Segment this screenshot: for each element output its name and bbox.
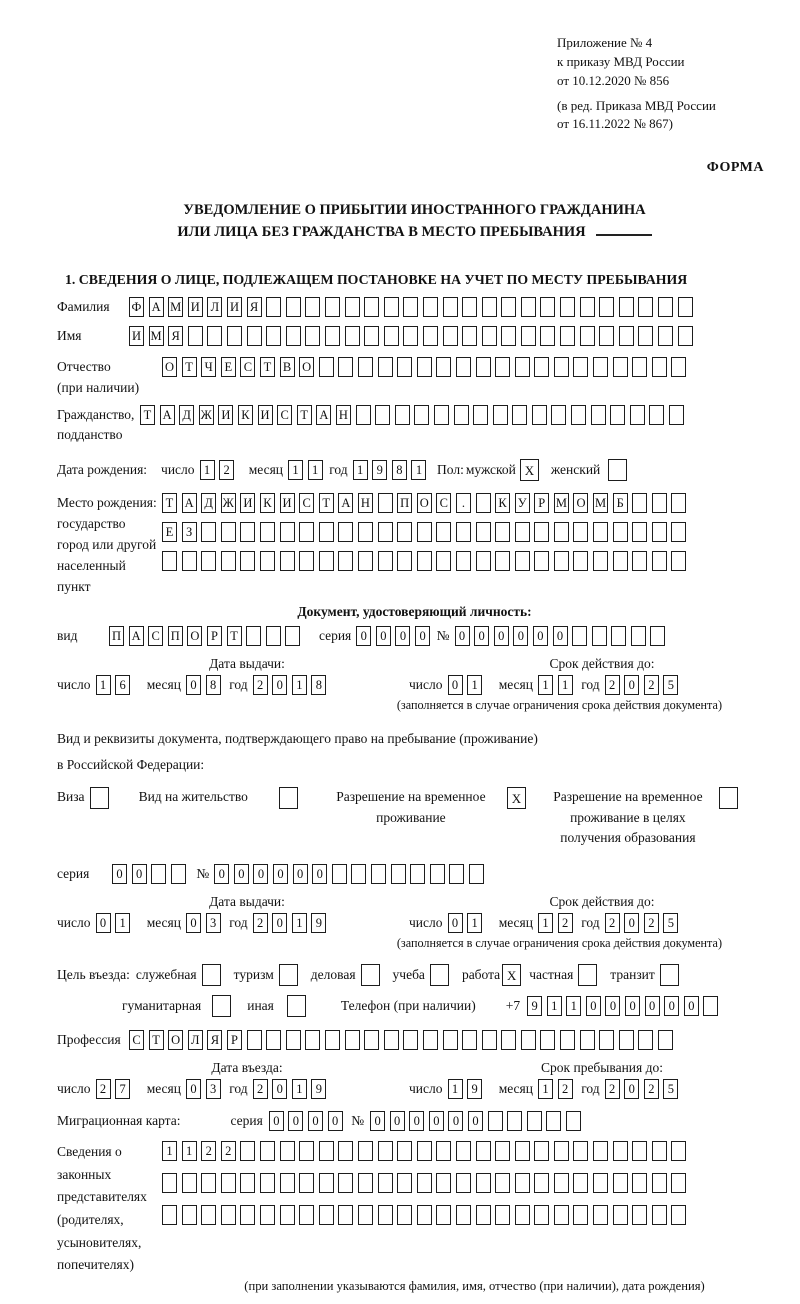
purpose-tourism: туризм <box>234 964 298 986</box>
birth-year-label: год <box>329 462 348 478</box>
residence-permit-checkbox[interactable] <box>274 787 298 809</box>
profession-input[interactable]: С Т О Л Я Р <box>129 1030 678 1050</box>
residence-doc-intro: Вид и реквизиты документа, подтверждающего право на пребывание (проживание) в Российской Федерации: <box>57 731 538 772</box>
female-label: женский <box>550 462 601 478</box>
res-validity-note: (заполняется в случае ограничения срока действия документа) <box>396 936 722 951</box>
male-label: мужской <box>465 462 516 478</box>
female-checkbox[interactable] <box>608 459 627 481</box>
appendix-line: Приложение № 4 <box>557 35 653 50</box>
form-title-line2: ИЛИ ЛИЦА БЕЗ ГРАЖДАНСТВА В МЕСТО ПРЕБЫВАНИЯ <box>57 222 772 244</box>
purpose-official: служебная <box>136 964 221 986</box>
revision-line: (в ред. Приказа МВД России <box>557 97 716 113</box>
purpose-humanitarian: гуманитарная <box>122 995 231 1017</box>
purpose-other: иная <box>247 995 306 1017</box>
res-valid-date: число 0 1 месяц 1 2 год 2 0 2 5 <box>409 913 683 933</box>
doc-kind-label: вид <box>57 628 78 644</box>
res-valid-day-input[interactable]: 0 1 <box>448 913 487 933</box>
representatives-rows <box>162 1141 691 1277</box>
stay-day-input[interactable]: 1 9 <box>448 1079 487 1099</box>
doc-issue-day-input[interactable]: 1 6 <box>96 675 135 695</box>
purpose-humanitarian-checkbox[interactable] <box>212 995 231 1017</box>
option-visa <box>57 787 109 809</box>
doc-issue-date: число 1 6 месяц 0 8 год 2 0 1 8 <box>57 675 331 695</box>
stay-year-input[interactable]: 2 0 2 5 <box>605 1079 683 1099</box>
temp-residence-label: Разрешение на временное проживание <box>336 789 486 825</box>
gender-label: Пол: <box>437 462 464 478</box>
birth-place-row3-input[interactable] <box>162 551 691 571</box>
doc-validity-note: (заполняется в случае ограничения срока действия документа) <box>396 698 722 713</box>
doc-valid-day-input[interactable]: 0 1 <box>448 675 487 695</box>
res-valid-month-input[interactable]: 1 2 <box>538 913 577 933</box>
appendix-line: к приказу МВД России <box>557 53 685 69</box>
entry-day-input[interactable]: 2 7 <box>96 1079 135 1099</box>
birth-day-label: число <box>161 462 195 478</box>
res-series-label: серия <box>57 866 90 882</box>
purpose-business: деловая <box>311 964 380 986</box>
revision-line: от 16.11.2022 № 867) <box>557 116 674 132</box>
entry-purpose-row <box>57 964 772 986</box>
doc-valid-month-input[interactable]: 1 1 <box>538 675 577 695</box>
doc-issue-year-input[interactable]: 2 0 1 8 <box>253 675 331 695</box>
doc-series-input[interactable]: 0 0 0 0 <box>356 626 434 646</box>
phone-label: Телефон (при наличии) <box>340 998 476 1014</box>
birth-month-label: месяц <box>248 462 284 478</box>
surname-label: Фамилия <box>57 298 110 314</box>
option-temp-residence <box>298 787 526 828</box>
birth-day-input[interactable]: 1 2 <box>200 460 239 480</box>
residence-doc-options <box>57 787 772 848</box>
birth-place-row2-input[interactable]: Е З <box>162 522 691 542</box>
doc-issue-month-input[interactable]: 0 8 <box>186 675 225 695</box>
birth-place-row1-input[interactable]: Т А Д Ж И К И С Т А Н П О С . К У Р М О М Б <box>162 493 691 513</box>
male-checkbox[interactable]: X <box>520 459 539 481</box>
migration-number-input[interactable]: 0 0 0 0 0 0 <box>370 1111 586 1131</box>
stay-month-input[interactable]: 1 2 <box>538 1079 577 1099</box>
birth-date-label: Дата рождения: <box>57 462 148 478</box>
doc-valid-year-input[interactable]: 2 0 2 5 <box>605 675 683 695</box>
appendix-block <box>557 34 772 134</box>
purpose-other-checkbox[interactable] <box>287 995 306 1017</box>
citizenship-label: Гражданство, подданство <box>57 406 135 443</box>
residence-permit-label: Вид на жительство <box>138 789 248 805</box>
form-title-line1: УВЕДОМЛЕНИЕ О ПРИБЫТИИ ИНОСТРАННОГО ГРАЖДАНИНА <box>183 202 646 219</box>
migration-number-label: № <box>351 1113 365 1129</box>
citizenship-input[interactable]: Т А Д Ж И К И С Т А Н <box>140 405 689 425</box>
patronymic-input[interactable]: О Т Ч Е С Т В О <box>162 357 691 377</box>
representatives-row2-input[interactable] <box>162 1173 691 1193</box>
section1-heading: 1. СВЕДЕНИЯ О ЛИЦЕ, ПОДЛЕЖАЩЕМ ПОСТАНОВКЕ НА УЧЕТ ПО МЕСТУ ПРЕБЫВАНИЯ <box>65 271 688 287</box>
name-input[interactable]: И М Я <box>129 326 697 346</box>
representatives-label: Сведения о законных представителях (родителях, усыновителях, попечителях) <box>57 1144 147 1273</box>
entry-year-input[interactable]: 2 0 1 9 <box>253 1079 331 1099</box>
migration-card-label: Миграционная карта: <box>57 1113 181 1129</box>
doc-number-label: № <box>436 628 450 644</box>
doc-series-label: серия <box>318 628 352 644</box>
representatives-row3-input[interactable] <box>162 1205 691 1225</box>
representatives-row1-input[interactable]: 1 1 2 2 <box>162 1141 691 1161</box>
res-issue-date: число 0 1 месяц 0 3 год 2 0 1 9 <box>57 913 331 933</box>
purpose-official-checkbox[interactable] <box>202 964 221 986</box>
doc-kind-input[interactable]: П А С П О Р Т <box>109 626 305 646</box>
doc-valid-date: число 0 1 месяц 1 1 год 2 0 2 5 <box>409 675 683 695</box>
res-issue-day-input[interactable]: 0 1 <box>96 913 135 933</box>
res-number-input[interactable]: 0 0 0 0 0 0 <box>214 864 488 884</box>
temp-residence-education-label: Разрешение на временное проживание в целях получения образования <box>553 789 703 845</box>
patronymic-label: Отчество (при наличии) <box>57 358 140 395</box>
birth-year-input[interactable]: 1 9 8 1 <box>353 460 431 480</box>
purpose-work-checkbox[interactable]: X <box>502 964 521 986</box>
doc-issue-heading: Дата выдачи: <box>209 656 285 672</box>
purpose-work: работа X <box>462 964 521 986</box>
entry-purpose-row2 <box>122 995 772 1017</box>
option-temp-residence-education <box>526 787 738 848</box>
appendix-line: от 10.12.2020 № 856 <box>557 72 670 88</box>
title-blank-line <box>596 222 652 236</box>
migration-series-input[interactable]: 0 0 0 0 <box>269 1111 347 1131</box>
purpose-private-checkbox[interactable] <box>578 964 597 986</box>
purpose-study: учеба <box>393 964 449 986</box>
birth-place-label: Место рождения: государство город или другой населенный пункт <box>57 495 157 595</box>
visa-label: Виза <box>57 789 85 805</box>
stay-until-date: число 1 9 месяц 1 2 год 2 0 2 5 <box>409 1079 683 1099</box>
temp-residence-checkbox[interactable]: X <box>502 787 526 809</box>
representatives-block <box>57 1141 772 1277</box>
entry-date: число 2 7 месяц 0 3 год 2 0 1 9 <box>57 1079 331 1099</box>
phone-prefix: +7 <box>505 998 521 1014</box>
name-label: Имя <box>57 327 82 343</box>
res-valid-year-input[interactable]: 2 0 2 5 <box>605 913 683 933</box>
representatives-note: (при заполнении указываются фамилия, имя, отчество (при наличии), дата рождения) <box>244 1279 705 1294</box>
entry-date-heading: Дата въезда: <box>211 1060 283 1076</box>
purpose-business-checkbox[interactable] <box>361 964 380 986</box>
birth-month-input[interactable]: 1 1 <box>288 460 327 480</box>
entry-month-input[interactable]: 0 3 <box>186 1079 225 1099</box>
purpose-tourism-checkbox[interactable] <box>279 964 298 986</box>
purpose-transit-checkbox[interactable] <box>660 964 679 986</box>
temp-residence-education-checkbox[interactable] <box>714 787 738 809</box>
res-issue-heading: Дата выдачи: <box>209 894 285 910</box>
purpose-transit: транзит <box>610 964 679 986</box>
form-title <box>57 200 772 244</box>
stay-until-heading: Срок пребывания до: <box>541 1060 663 1076</box>
phone-input[interactable]: 9 1 1 0 0 0 0 0 0 <box>527 996 723 1016</box>
res-series-input[interactable]: 0 0 <box>112 864 190 884</box>
res-valid-heading: Срок действия до: <box>549 894 655 910</box>
profession-label: Профессия <box>57 1032 121 1048</box>
surname-input[interactable]: Ф А М И Л И Я <box>129 297 697 317</box>
identity-doc-heading: Документ, удостоверяющий личность: <box>297 604 532 620</box>
res-number-label: № <box>196 866 210 882</box>
doc-number-input[interactable]: 0 0 0 0 0 0 <box>455 626 671 646</box>
doc-valid-heading: Срок действия до: <box>549 656 655 672</box>
migration-card-row <box>57 1111 772 1131</box>
res-issue-year-input[interactable]: 2 0 1 9 <box>253 913 331 933</box>
birth-place-rows <box>162 493 691 571</box>
option-residence-permit <box>139 787 298 809</box>
migration-series-label: серия <box>230 1113 263 1129</box>
purpose-study-checkbox[interactable] <box>430 964 449 986</box>
entry-purpose-label: Цель въезда: <box>57 967 130 983</box>
purpose-private: частная <box>529 964 597 986</box>
form-label: ФОРМА <box>706 160 764 176</box>
visa-checkbox[interactable] <box>85 787 109 809</box>
res-issue-month-input[interactable]: 0 3 <box>186 913 225 933</box>
